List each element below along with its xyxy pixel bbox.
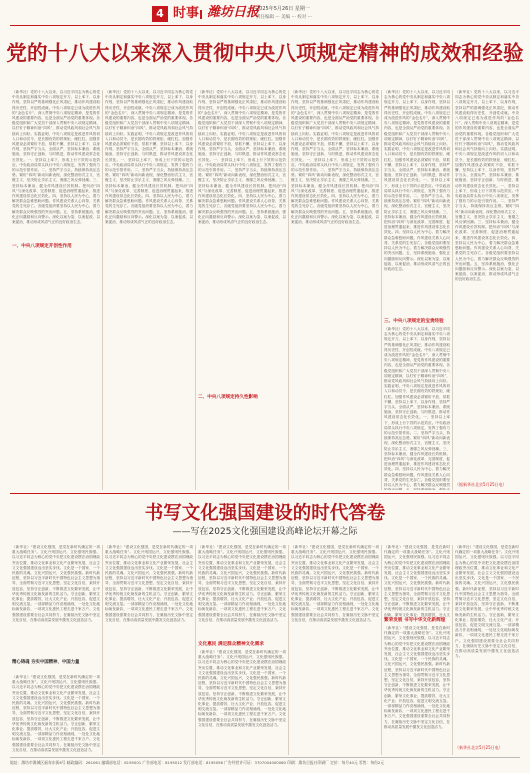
- article1-column-5-top: （新华社）党的十八大以来，以习近平同志为核心的党中央从制定和落实中央八项规定开刀，以上率下、以身作则，坚持以严的基调强化正风肃纪，推动作风建设取得历史性、开创性成就。中央八项规定已成为改进作风的“金色名片”，深入贯彻中央八项规定精神，是党的作风建设的重要内容，也是全面从严治党的重要体现。各级党组织和广大党员干部深入贯彻中央八项规定精神，以钉钉子精神纠治“四风”，推动党风政风和社会风气持续向上向好。实践证明，中央八项规定是改进作风的切入口和动员令，是长期有效的铁规矩、硬杠杠。加强作风建设必须紧盯不放、常抓不懈，坚持以上率下、以身作则，坚持严字当头、全面从严，坚持标本兼治、系统施治，坚持守正创新、与时俱进，推动作风建设常态化长效化。一、坚持以上率下，形成上行下效的示范效应。中央政治局带头执行中央八项规定，发挥了强有力的示范引领作用。二、坚持严字当头，持续保持高压态势。紧盯“四风”新动向新表现，深化整治形式主义、官僚主义，坚决防止享乐主义、奢靡之风反弹回潮。三、坚持标本兼治，健全作风建设长效机制。把纠治“四风”与深化改革、完善制度、促进治理贯通起来，推进作风建设常态化长效化。四、坚持以人民为中心，着力解决群众急难愁盼问题。作风建设关系人心向背，关系党的生死存亡。各级党组织要坚持以人民为中心，着力解决群众反映强烈的突出问题。五、坚持系统施治，强化正向激励和反向警示。深化以案为鉴、以案促改、以案促治，推动形成风清气正的良好政治生态。: [384, 90, 450, 271]
- article2-subhead-4: 繁荣发展 书写中华文化新辉煌: [384, 618, 446, 623]
- column-divider: [195, 90, 196, 490]
- article1-subhead-1: 一、中央八项规定开创性作用: [12, 244, 100, 250]
- article1-subhead-2: 二、中央八项规定持久性影响: [198, 395, 286, 401]
- article1-column-6: （新华社）党的十八大以来，以习近平同志为核心的党中央从制定和落实中央八项规定开刀，以上率下、以身作则，坚持以严的基调强化正风肃纪，推动作风建设取得历史性、开创性成就。中央八项规定已成为改进作风的“金色名片”，深入贯彻中央八项规定精神，是党的作风建设的重要内容，也是全面从严治党的重要体现。各级党组织和广大党员干部深入贯彻中央八项规定精神，以钉钉子精神纠治“四风”，推动党风政风和社会风气持续向上向好。实践证明，中央八项规定是改进作风的切入口和动员令，是长期有效的铁规矩、硬杠杠。加强作风建设必须紧盯不放、常抓不懈，坚持以上率下、以身作则，坚持严字当头、全面从严，坚持标本兼治、系统施治，坚持守正创新、与时俱进，推动作风建设常态化长效化。一、坚持以上率下，形成上行下效的示范效应。中央政治局带头执行中央八项规定，发挥了强有力的示范引领作用。二、坚持严字当头，持续保持高压态势。紧盯“四风”新动向新表现，深化整治形式主义、官僚主义，坚决防止享乐主义、奢靡之风反弹回潮。三、坚持标本兼治，健全作风建设长效机制。把纠治“四风”与深化改革、完善制度、促进治理贯通起来，推进作风建设常态化长效化。四、坚持以人民为中心，着力解决群众急难愁盼问题。作风建设关系人心向背，关系党的生死存亡。各级党组织要坚持以人民为中心，着力解决群众反映强烈的突出问题。五、坚持系统施治，强化正向激励和反向警示。深化以案为鉴、以案促改、以案促治，推动形成风清气正的良好政治生态。: [455, 90, 519, 282]
- article2-column-2: （新华社）“建设文化强国，是党在新时代确定的一项重大战略任务”。文化兴则国运兴，文化强则民族强。以习近平同志为核心的党中央把文化建设摆在治国理政突出位置，推动文化事业和文化产业繁荣发展，社会主义文化强国建设迈出坚实步伐。文化是一个国家、一个民族的灵魂。文化兴国运兴，文化强民族强。新时代新征程，坚持以习近平新时代中国特色社会主义思想为指导，全面贯彻习近平文化思想，坚定文化自信，秉持开放包容，坚持守正创新，不断推进文化繁荣发展，让中华优秀传统文化焕发新的生机活力。守正创新，繁荣文化事业；提质增效，壮大文化产业；开放包容，促进文明交流互鉴。一部部精品力作竞相涌现，一处处文化地标焕发新彩，一项项文化惠民工程走进千家万户。文化强国建设需要全社会共同努力，在赓续历史文脉中坚定文化自信，在推动高质量发展中激发文化创造活力。: [105, 545, 193, 622]
- column-divider: [102, 90, 103, 490]
- article1-subhead-3: 三、中央八项规定的宝贵经验: [384, 319, 450, 325]
- header-rule: [10, 25, 520, 26]
- article2-subheadline: ——写在2025文化强国建设高峰论坛开幕之际: [172, 527, 358, 537]
- newspaper-logo: 潍坊日报: [207, 5, 260, 20]
- article1-end-mark: （据新华社北京5月25日电）: [455, 482, 507, 487]
- article2-column-3-lower: （新华社）“建设文化强国，是党在新时代确定的一项重大战略任务”。文化兴则国运兴，文化强则民族强。以习近平同志为核心的党中央把文化建设摆在治国理政突出位置，推动文化事业和文化产业繁荣发展，社会主义文化强国建设迈出坚实步伐。文化是一个国家、一个民族的灵魂。文化兴国运兴，文化强民族强。新时代新征程，坚持以习近平新时代中国特色社会主义思想为指导，全面贯彻习近平文化思想，坚定文化自信，秉持开放包容，坚持守正创新，不断推进文化繁荣发展，让中华优秀传统文化焕发新的生机活力。守正创新，繁荣文化事业；提质增效，壮大文化产业；开放包容，促进文明交流互鉴。一部部精品力作竞相涌现，一处处文化地标焕发新彩，一项项文化惠民工程走进千家万户。文化强国建设需要全社会共同努力，在赓续历史文脉中坚定文化自信，在推动高质量发展中激发文化创造活力。: [198, 650, 286, 727]
- article2-column-3: （新华社）“建设文化强国，是党在新时代确定的一项重大战略任务”。文化兴则国运兴，文化强则民族强。以习近平同志为核心的党中央把文化建设摆在治国理政突出位置，推动文化事业和文化产业繁荣发展，社会主义文化强国建设迈出坚实步伐。文化是一个国家、一个民族的灵魂。文化兴国运兴，文化强民族强。新时代新征程，坚持以习近平新时代中国特色社会主义思想为指导，全面贯彻习近平文化思想，坚定文化自信，秉持开放包容，坚持守正创新，不断推进文化繁荣发展，让中华优秀传统文化焕发新的生机活力。守正创新，繁荣文化事业；提质增效，壮大文化产业；开放包容，促进文明交流互鉴。一部部精品力作竞相涌现，一处处文化地标焕发新彩，一项项文化惠民工程走进千家万户。文化强国建设需要全社会共同努力，在赓续历史文脉中坚定文化自信，在推动高质量发展中激发文化创造活力。: [198, 545, 286, 622]
- column-divider: [102, 545, 103, 755]
- article2-column-4: （新华社）“建设文化强国，是党在新时代确定的一项重大战略任务”。文化兴则国运兴，文化强则民族强。以习近平同志为核心的党中央把文化建设摆在治国理政突出位置，推动文化事业和文化产业繁荣发展，社会主义文化强国建设迈出坚实步伐。文化是一个国家、一个民族的灵魂。文化兴国运兴，文化强民族强。新时代新征程，坚持以习近平新时代中国特色社会主义思想为指导，全面贯彻习近平文化思想，坚定文化自信，秉持开放包容，坚持守正创新，不断推进文化繁荣发展，让中华优秀传统文化焕发新的生机活力。守正创新，繁荣文化事业；提质增效，壮大文化产业；开放包容，促进文明交流互鉴。一部部精品力作竞相涌现，一处处文化地标焕发新彩，一项项文化惠民工程走进千家万户。文化强国建设需要全社会共同努力，在赓续历史文脉中坚定文化自信，在推动高质量发展中激发文化创造活力。: [291, 545, 379, 622]
- article2-column-1: （新华社）“建设文化强国，是党在新时代确定的一项重大战略任务”。文化兴则国运兴，文化强则民族强。以习近平同志为核心的党中央把文化建设摆在治国理政突出位置，推动文化事业和文化产业繁荣发展，社会主义文化强国建设迈出坚实步伐。文化是一个国家、一个民族的灵魂。文化兴国运兴，文化强民族强。新时代新征程，坚持以习近平新时代中国特色社会主义思想为指导，全面贯彻习近平文化思想，坚定文化自信，秉持开放包容，坚持守正创新，不断推进文化繁荣发展，让中华优秀传统文化焕发新的生机活力。守正创新，繁荣文化事业；提质增效，壮大文化产业；开放包容，促进文明交流互鉴。一部部精品力作竞相涌现，一处处文化地标焕发新彩，一项项文化惠民工程走进千家万户。文化强国建设需要全社会共同努力，在赓续历史文脉中坚定文化自信，在推动高质量发展中激发文化创造活力。: [12, 545, 100, 622]
- column-divider: [288, 90, 289, 490]
- article1-column-3: （新华社）党的十八大以来，以习近平同志为核心的党中央从制定和落实中央八项规定开刀，以上率下、以身作则，坚持以严的基调强化正风肃纪，推动作风建设取得历史性、开创性成就。中央八项规定已成为改进作风的“金色名片”，深入贯彻中央八项规定精神，是党的作风建设的重要内容，也是全面从严治党的重要体现。各级党组织和广大党员干部深入贯彻中央八项规定精神，以钉钉子精神纠治“四风”，推动党风政风和社会风气持续向上向好。实践证明，中央八项规定是改进作风的切入口和动员令，是长期有效的铁规矩、硬杠杠。加强作风建设必须紧盯不放、常抓不懈，坚持以上率下、以身作则，坚持严字当头、全面从严，坚持标本兼治、系统施治，坚持守正创新、与时俱进，推动作风建设常态化长效化。一、坚持以上率下，形成上行下效的示范效应。中央政治局带头执行中央八项规定，发挥了强有力的示范引领作用。二、坚持严字当头，持续保持高压态势。紧盯“四风”新动向新表现，深化整治形式主义、官僚主义，坚决防止享乐主义、奢靡之风反弹回潮。三、坚持标本兼治，健全作风建设长效机制。把纠治“四风”与深化改革、完善制度、促进治理贯通起来，推进作风建设常态化长效化。四、坚持以人民为中心，着力解决群众急难愁盼问题。作风建设关系人心向背，关系党的生死存亡。各级党组织要坚持以人民为中心，着力解决群众反映强烈的突出问题。五、坚持系统施治，强化正向激励和反向警示。深化以案为鉴、以案促改、以案促治，推动形成风清气正的良好政治生态。: [198, 90, 286, 225]
- column-divider: [195, 545, 196, 755]
- column-divider: [288, 545, 289, 755]
- article2-column-6: （新华社）“建设文化强国，是党在新时代确定的一项重大战略任务”。文化兴则国运兴，文化强则民族强。以习近平同志为核心的党中央把文化建设摆在治国理政突出位置，推动文化事业和文化产业繁荣发展，社会主义文化强国建设迈出坚实步伐。文化是一个国家、一个民族的灵魂。文化兴国运兴，文化强民族强。新时代新征程，坚持以习近平新时代中国特色社会主义思想为指导，全面贯彻习近平文化思想，坚定文化自信，秉持开放包容，坚持守正创新，不断推进文化繁荣发展，让中华优秀传统文化焕发新的生机活力。守正创新，繁荣文化事业；提质增效，壮大文化产业；开放包容，促进文明交流互鉴。一部部精品力作竞相涌现，一处处文化地标焕发新彩，一项项文化惠民工程走进千家万户。文化强国建设需要全社会共同努力，在赓续历史文脉中坚定文化自信，在推动高质量发展中激发文化创造活力。: [455, 545, 519, 659]
- article1-column-1: （新华社）党的十八大以来，以习近平同志为核心的党中央从制定和落实中央八项规定开刀，以上率下、以身作则，坚持以严的基调强化正风肃纪，推动作风建设取得历史性、开创性成就。中央八项规定已成为改进作风的“金色名片”，深入贯彻中央八项规定精神，是党的作风建设的重要内容，也是全面从严治党的重要体现。各级党组织和广大党员干部深入贯彻中央八项规定精神，以钉钉子精神纠治“四风”，推动党风政风和社会风气持续向上向好。实践证明，中央八项规定是改进作风的切入口和动员令，是长期有效的铁规矩、硬杠杠。加强作风建设必须紧盯不放、常抓不懈，坚持以上率下、以身作则，坚持严字当头、全面从严，坚持标本兼治、系统施治，坚持守正创新、与时俱进，推动作风建设常态化长效化。一、坚持以上率下，形成上行下效的示范效应。中央政治局带头执行中央八项规定，发挥了强有力的示范引领作用。二、坚持严字当头，持续保持高压态势。紧盯“四风”新动向新表现，深化整治形式主义、官僚主义，坚决防止享乐主义、奢靡之风反弹回潮。三、坚持标本兼治，健全作风建设长效机制。把纠治“四风”与深化改革、完善制度、促进治理贯通起来，推进作风建设常态化长效化。四、坚持以人民为中心，着力解决群众急难愁盼问题。作风建设关系人心向背，关系党的生死存亡。各级党组织要坚持以人民为中心，着力解决群众反映强烈的突出问题。五、坚持系统施治，强化正向激励和反向警示。深化以案为鉴、以案促改、以案促治，推动形成风清气正的良好政治生态。: [12, 90, 100, 225]
- page-footer: 地址：潍坊市潍城区福寿东街6号 邮政编码：261061 编辑部电话：8195001 广告部电话：8195012 发行部电话：8195056 广告经营许可证：3707004000060 印刷：潍坊日报社印刷厂 定价：每月40元 零售：每份2元: [10, 760, 385, 765]
- editor-credits: 责任编辑 ··· 美编 ··· 校对 ···: [256, 15, 313, 20]
- article2-subhead-1: 精心铸魂 夯实中国精神、中国力量: [12, 660, 80, 665]
- column-divider: [452, 545, 453, 755]
- column-divider: [452, 90, 453, 490]
- article1-column-5-bottom: （新华社）党的十八大以来，以习近平同志为核心的党中央从制定和落实中央八项规定开刀，以上率下、以身作则，坚持以严的基调强化正风肃纪，推动作风建设取得历史性、开创性成就。中央八项规定已成为改进作风的“金色名片”，深入贯彻中央八项规定精神，是党的作风建设的重要内容，也是全面从严治党的重要体现。各级党组织和广大党员干部深入贯彻中央八项规定精神，以钉钉子精神纠治“四风”，推动党风政风和社会风气持续向上向好。实践证明，中央八项规定是改进作风的切入口和动员令，是长期有效的铁规矩、硬杠杠。加强作风建设必须紧盯不放、常抓不懈，坚持以上率下、以身作则，坚持严字当头、全面从严，坚持标本兼治、系统施治，坚持守正创新、与时俱进，推动作风建设常态化长效化。一、坚持以上率下，形成上行下效的示范效应。中央政治局带头执行中央八项规定，发挥了强有力的示范引领作用。二、坚持严字当头，持续保持高压态势。紧盯“四风”新动向新表现，深化整治形式主义、官僚主义，坚决防止享乐主义、奢靡之风反弹回潮。三、坚持标本兼治，健全作风建设长效机制。把纠治“四风”与深化改革、完善制度、促进治理贯通起来，推进作风建设常态化长效化。四、坚持以人民为中心，着力解决群众急难愁盼问题。作风建设关系人心向背，关系党的生死存亡。各级党组织要坚持以人民为中心，着力解决群众反映强烈: [384, 327, 450, 488]
- column-divider: [381, 545, 382, 755]
- section-rule: [10, 493, 520, 494]
- footer-rule: [10, 757, 520, 758]
- article2-end-mark: （新华社北京5月25日电）: [455, 745, 503, 750]
- article1-headline: 党的十八大以来深入贯彻中央八项规定精神的成效和经验: [6, 41, 524, 65]
- article2-subhead-2: 文化惠民 满足群众精神文化需求: [198, 642, 264, 647]
- header-divider: [200, 10, 202, 19]
- article2-column-1-lower: （新华社）“建设文化强国，是党在新时代确定的一项重大战略任务”。文化兴则国运兴，文化强则民族强。以习近平同志为核心的党中央把文化建设摆在治国理政突出位置，推动文化事业和文化产业繁荣发展，社会主义文化强国建设迈出坚实步伐。文化是一个国家、一个民族的灵魂。文化兴国运兴，文化强民族强。新时代新征程，坚持以习近平新时代中国特色社会主义思想为指导，全面贯彻习近平文化思想，坚定文化自信，秉持开放包容，坚持守正创新，不断推进文化繁荣发展，让中华优秀传统文化焕发新的生机活力。守正创新，繁荣文化事业；提质增效，壮大文化产业；开放包容，促进文明交流互鉴。一部部精品力作竞相涌现，一处处文化地标焕发新彩，一项项文化惠民工程走进千家万户。文化强国建设需要全社会共同努力，在赓续历史文脉中坚定文化自信，在推动高质量发展中激发文化创造活力。: [12, 675, 100, 752]
- page-header: [0, 0, 530, 26]
- section-name: 时事: [173, 6, 200, 21]
- column-divider: [381, 90, 382, 490]
- article2-column-5-lower: （新华社）“建设文化强国，是党在新时代确定的一项重大战略任务”。文化兴则国运兴，文化强则民族强。以习近平同志为核心的党中央把文化建设摆在治国理政突出位置，推动文化事业和文化产业繁荣发展，社会主义文化强国建设迈出坚实步伐。文化是一个国家、一个民族的灵魂。文化兴国运兴，文化强民族强。新时代新征程，坚持以习近平新时代中国特色社会主义思想为指导，全面贯彻习近平文化思想，坚定文化自信，秉持开放包容，坚持守正创新，不断推进文化繁荣发展，让中华优秀传统文化焕发新的生机活力。守正创新，繁荣文化事业；提质增效，壮大文化产业；开放包容，促进文明交流互鉴。一部部精品力作竞相涌现，一处处文化地标焕发新彩，一项项文化惠民工程走进千家万户。文化强国建设需要全社会共同努力，在赓续历史文脉中坚定文化自信，在推动高质量发展中激发文化创造活力。: [384, 626, 450, 729]
- article2-column-5: （新华社）“建设文化强国，是党在新时代确定的一项重大战略任务”。文化兴则国运兴，文化强则民族强。以习近平同志为核心的党中央把文化建设摆在治国理政突出位置，推动文化事业和文化产业繁荣发展，社会主义文化强国建设迈出坚实步伐。文化是一个国家、一个民族的灵魂。文化兴国运兴，文化强民族强。新时代新征程，坚持以习近平新时代中国特色社会主义思想为指导，全面贯彻习近平文化思想，坚定文化自信，秉持开放包容，坚持守正创新，不断推进文化繁荣发展，让中华优秀传统文化焕发新的生机活力。守正创新，繁荣文化事业；提质增效，壮大文: [384, 545, 450, 617]
- article1-column-4: （新华社）党的十八大以来，以习近平同志为核心的党中央从制定和落实中央八项规定开刀，以上率下、以身作则，坚持以严的基调强化正风肃纪，推动作风建设取得历史性、开创性成就。中央八项规定已成为改进作风的“金色名片”，深入贯彻中央八项规定精神，是党的作风建设的重要内容，也是全面从严治党的重要体现。各级党组织和广大党员干部深入贯彻中央八项规定精神，以钉钉子精神纠治“四风”，推动党风政风和社会风气持续向上向好。实践证明，中央八项规定是改进作风的切入口和动员令，是长期有效的铁规矩、硬杠杠。加强作风建设必须紧盯不放、常抓不懈，坚持以上率下、以身作则，坚持严字当头、全面从严，坚持标本兼治、系统施治，坚持守正创新、与时俱进，推动作风建设常态化长效化。一、坚持以上率下，形成上行下效的示范效应。中央政治局带头执行中央八项规定，发挥了强有力的示范引领作用。二、坚持严字当头，持续保持高压态势。紧盯“四风”新动向新表现，深化整治形式主义、官僚主义，坚决防止享乐主义、奢靡之风反弹回潮。三、坚持标本兼治，健全作风建设长效机制。把纠治“四风”与深化改革、完善制度、促进治理贯通起来，推进作风建设常态化长效化。四、坚持以人民为中心，着力解决群众急难愁盼问题。作风建设关系人心向背，关系党的生死存亡。各级党组织要坚持以人民为中心，着力解决群众反映强烈的突出问题。五、坚持系统施治，强化正向激励和反向警示。深化以案为鉴、以案促改、以案促治，推动形成风清气正的良好政治生态。: [291, 90, 379, 225]
- page-number: 4: [152, 6, 168, 22]
- article2-headline: 书写文化强国建设的时代答卷: [144, 503, 386, 524]
- issue-date: 2025年5月26日 星期一: [256, 6, 310, 12]
- article1-column-2: （新华社）党的十八大以来，以习近平同志为核心的党中央从制定和落实中央八项规定开刀，以上率下、以身作则，坚持以严的基调强化正风肃纪，推动作风建设取得历史性、开创性成就。中央八项规定已成为改进作风的“金色名片”，深入贯彻中央八项规定精神，是党的作风建设的重要内容，也是全面从严治党的重要体现。各级党组织和广大党员干部深入贯彻中央八项规定精神，以钉钉子精神纠治“四风”，推动党风政风和社会风气持续向上向好。实践证明，中央八项规定是改进作风的切入口和动员令，是长期有效的铁规矩、硬杠杠。加强作风建设必须紧盯不放、常抓不懈，坚持以上率下、以身作则，坚持严字当头、全面从严，坚持标本兼治、系统施治，坚持守正创新、与时俱进，推动作风建设常态化长效化。一、坚持以上率下，形成上行下效的示范效应。中央政治局带头执行中央八项规定，发挥了强有力的示范引领作用。二、坚持严字当头，持续保持高压态势。紧盯“四风”新动向新表现，深化整治形式主义、官僚主义，坚决防止享乐主义、奢靡之风反弹回潮。三、坚持标本兼治，健全作风建设长效机制。把纠治“四风”与深化改革、完善制度、促进治理贯通起来，推进作风建设常态化长效化。四、坚持以人民为中心，着力解决群众急难愁盼问题。作风建设关系人心向背，关系党的生死存亡。各级党组织要坚持以人民为中心，着力解决群众反映强烈的突出问题。五、坚持系统施治，强化正向激励和反向警示。深化以案为鉴、以案促改、以案促治，推动形成风清气正的良好政治生态。: [105, 90, 193, 225]
